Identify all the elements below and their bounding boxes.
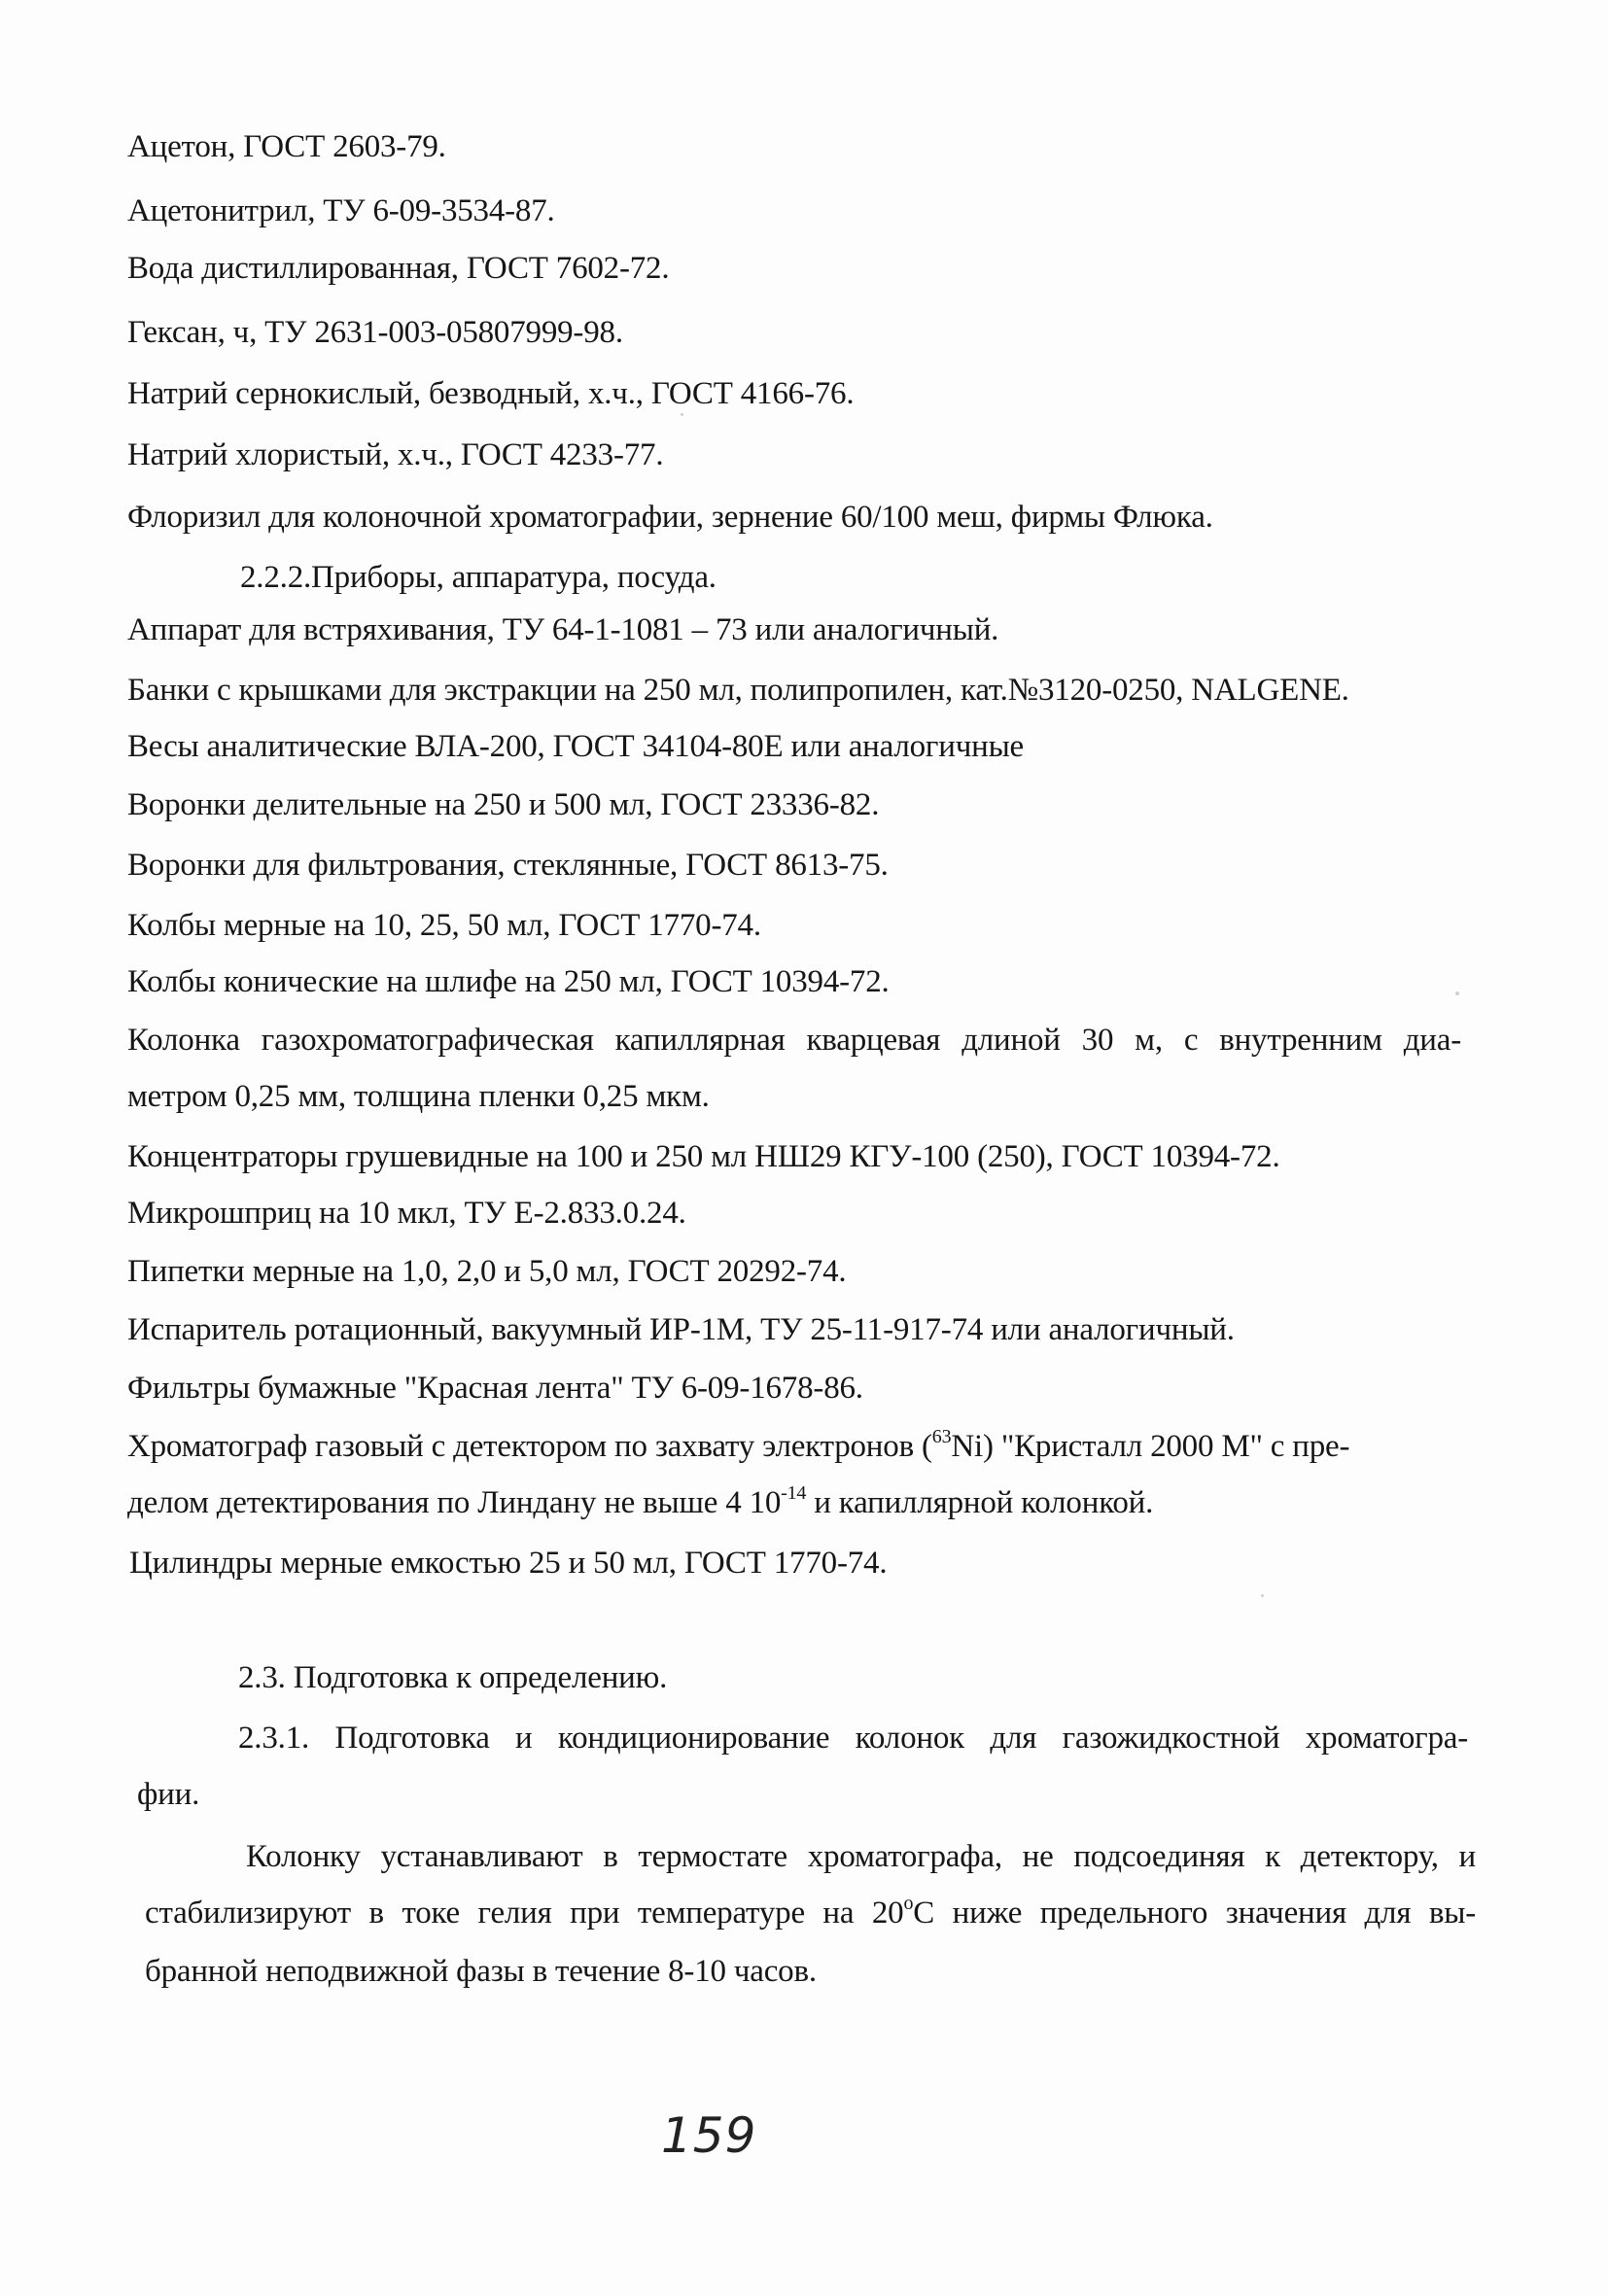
degree-superscript: о [903,1894,914,1914]
material-item: Ацетонитрил, ТУ 6-09-3534-87. [127,193,555,228]
material-item: Натрий хлористый, х.ч., ГОСТ 4233-77. [127,437,664,472]
chromatograph-text: Ni) "Кристалл 2000 М" с пре- [951,1429,1350,1464]
equipment-item: Пипетки мерные на 1,0, 2,0 и 5,0 мл, ГОСТ 20292-74. [127,1254,847,1289]
equipment-item: Весы аналитические ВЛА-200, ГОСТ 34104-80Е или аналогичные [127,729,1024,764]
chromatograph-text: Хроматограф газовый с детектором по захвату электронов ( [127,1429,932,1464]
material-item: Гексан, ч, ТУ 2631-003-05807999-98. [127,315,623,350]
equipment-item: Колбы мерные на 10, 25, 50 мл, ГОСТ 1770-74. [127,908,761,943]
equipment-item: Фильтры бумажные "Красная лента" ТУ 6-09-1678-86. [127,1371,863,1406]
material-item: Натрий сернокислый, безводный, х.ч., ГОСТ 4166-76. [127,376,855,411]
material-item: Флоризил для колоночной хроматографии, зернение 60/100 меш, фирмы Флюка. [127,500,1213,535]
scan-speck [1455,991,1459,995]
material-item: Ацетон, ГОСТ 2603-79. [127,129,446,164]
equipment-item-continuation: метром 0,25 мм, толщина пленки 0,25 мкм. [127,1079,710,1114]
section-heading-2-3-1: 2.3.1. Подготовка и кондиционирование колонок для газожидкостной хроматогра- [238,1721,1468,1756]
paragraph-line [145,1894,1476,1932]
equipment-item: Цилиндры мерные емкостью 25 и 50 мл, ГОСТ 1770-74. [129,1546,888,1581]
material-item: Вода дистиллированная, ГОСТ 7602-72. [127,251,670,286]
page-number-stroke [657,2160,764,2163]
chromatograph-line-1 [127,1427,1349,1466]
equipment-item: Аппарат для встряхивания, ТУ 64-1-1081 – 73 или аналогичный. [127,612,999,647]
section-heading-2-2-2: 2.2.2.Приборы, аппаратура, посуда. [240,560,717,595]
exponent-superscript: -14 [781,1482,807,1504]
chromatograph-text: и капиллярной колонкой. [806,1485,1154,1520]
equipment-item: Испаритель ротационный, вакуумный ИР-1М, ТУ 25-11-917-74 или аналогичный. [127,1312,1235,1347]
equipment-item: Воронки для фильтрования, стеклянные, ГОСТ 8613-75. [127,848,889,883]
paragraph-line: Колонку устанавливают в термостате хроматографа, не подсоединяя к детектору, и [246,1839,1476,1874]
section-heading-2-3: 2.3. Подготовка к определению. [238,1660,668,1695]
equipment-item: Микрошприц на 10 мкл, ТУ Е-2.833.0.24. [127,1196,686,1231]
equipment-item: Воронки делительные на 250 и 500 мл, ГОСТ 23336-82. [127,787,880,822]
equipment-item: Концентраторы грушевидные на 100 и 250 мл НШ29 КГУ-100 (250), ГОСТ 10394-72. [127,1139,1280,1174]
paragraph-text: С ниже предельного значения для вы- [913,1896,1476,1931]
section-heading-2-3-1-continuation: фии. [137,1777,200,1812]
isotope-superscript: 63 [931,1426,952,1447]
scan-speck [1261,1594,1264,1597]
chromatograph-line-2 [127,1483,1153,1522]
equipment-item: Колонка газохроматографическая капиллярная кварцевая длиной 30 м, с внутренним диа- [127,1023,1461,1058]
page-number: 159 [661,2107,757,2164]
paragraph-line: бранной неподвижной фазы в течение 8-10 часов. [145,1954,817,1989]
chromatograph-text: делом детектирования по Линдану не выше 4 10 [127,1485,782,1520]
equipment-item: Банки с крышками для экстракции на 250 мл, полипропилен, кат.№3120-0250, NALGENE. [127,673,1349,708]
equipment-item: Колбы конические на шлифе на 250 мл, ГОСТ 10394-72. [127,964,890,999]
paragraph-text: стабилизируют в токе гелия при температуре на 20 [145,1896,904,1931]
scan-speck [681,413,683,416]
